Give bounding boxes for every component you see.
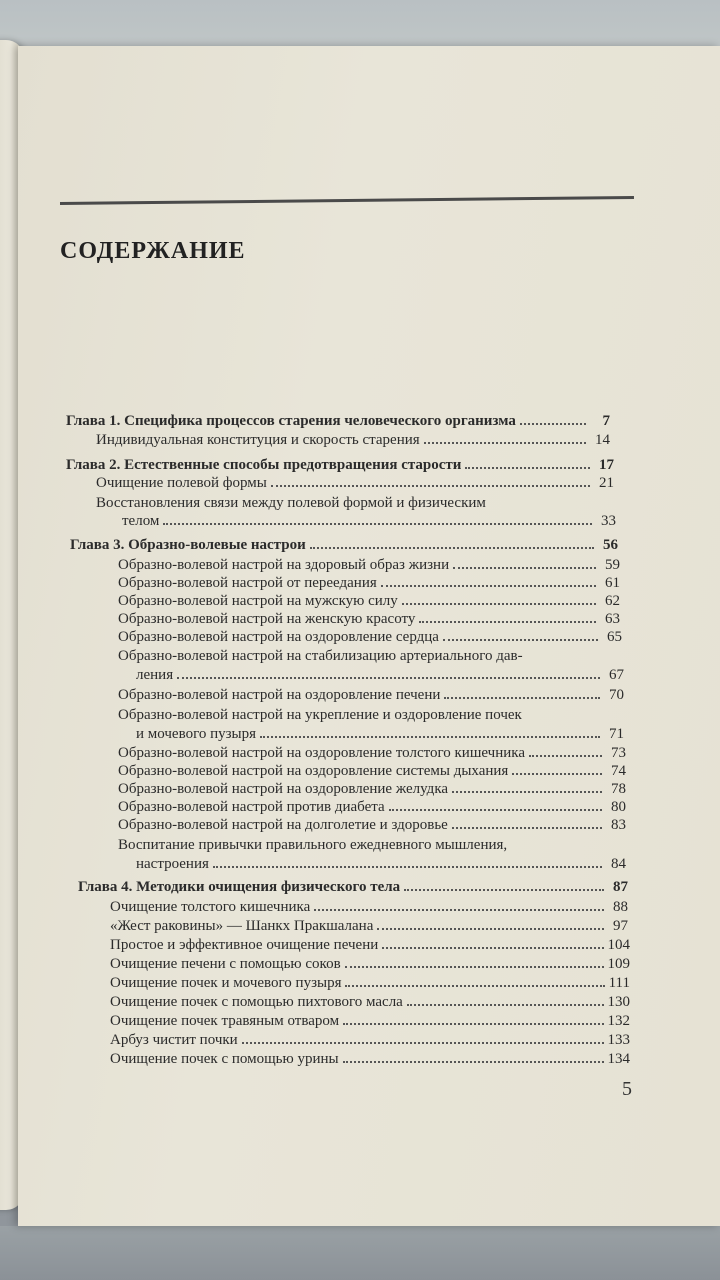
leader-dots <box>345 956 604 968</box>
leader-dots <box>343 1013 603 1025</box>
entry-title: Очищение полевой формы <box>96 475 267 491</box>
toc-entry <box>136 666 624 684</box>
toc-chapter-3 <box>70 536 618 554</box>
page-number-ref: 80 <box>611 799 626 815</box>
page-number-ref: 71 <box>609 726 624 742</box>
toc-entry <box>110 1031 630 1049</box>
entry-title: «Жест раковины» — Шанкх Пракшалана <box>110 918 374 934</box>
entry-title: Индивидуальная конституция и скорость старения <box>96 432 420 448</box>
leader-dots <box>213 856 602 868</box>
toc-entry <box>136 725 624 743</box>
toc-entry <box>118 686 624 704</box>
toc-entry <box>118 628 622 646</box>
chapter-title: Глава 4. Методики очищения физического тела <box>78 879 401 895</box>
toc-entry <box>118 556 620 574</box>
toc-heading: СОДЕРЖАНИЕ <box>60 238 246 264</box>
leader-dots <box>512 763 602 775</box>
entry-title: Образно-волевой настрой на оздоровление толстого кишечника <box>118 745 525 761</box>
page-number: 5 <box>622 1078 632 1100</box>
background-surface <box>0 1226 720 1280</box>
page-number-ref: 73 <box>611 745 626 761</box>
leader-dots <box>452 781 602 793</box>
entry-title: Образно-волевой настрой против диабета <box>118 799 385 815</box>
entry-title: Очищение печени с помощью соков <box>110 956 341 972</box>
leader-dots <box>242 1032 604 1044</box>
entry-title: Образно-волевой настрой на оздоровление системы дыхания <box>118 763 509 779</box>
toc-chapter-4 <box>78 878 628 896</box>
leader-dots <box>177 667 600 679</box>
entry-continuation: ления <box>136 667 174 683</box>
page-number-ref: 14 <box>595 432 610 448</box>
chapter-title: Глава 1. Специфика процессов старения человеческого организма <box>66 413 516 429</box>
page-number-ref: 7 <box>602 413 610 429</box>
entry-title: Образно-волевой настрой на оздоровление желудка <box>118 781 449 797</box>
toc-entry-line1: Восстановления связи между полевой формой и физическим <box>96 495 486 511</box>
toc-entry <box>118 592 620 610</box>
entry-title: Образно-волевой настрой на мужскую силу <box>118 593 398 609</box>
entry-title: Арбуз чистит почки <box>110 1032 238 1048</box>
page-number-ref: 88 <box>613 899 628 915</box>
page-number-ref: 62 <box>605 593 620 609</box>
leader-dots <box>389 799 602 811</box>
leader-dots <box>310 537 594 549</box>
page-number-ref: 67 <box>609 667 624 683</box>
header-rule <box>60 196 634 205</box>
page-number-ref: 109 <box>607 956 630 972</box>
page-number-ref: 132 <box>607 1013 630 1029</box>
toc-entry <box>110 955 630 973</box>
chapter-title: Глава 3. Образно-волевые настрои <box>70 537 306 553</box>
entry-title: Очищение почек с помощью урины <box>110 1051 339 1067</box>
page-number-ref: 84 <box>611 856 626 872</box>
toc-entry <box>110 1050 630 1068</box>
toc-entry <box>118 744 626 762</box>
page-number-ref: 74 <box>611 763 626 779</box>
page-number-ref: 17 <box>599 457 614 473</box>
toc-entry <box>110 917 628 935</box>
page-number-ref: 70 <box>609 687 624 703</box>
leader-dots <box>404 879 604 891</box>
toc-chapter-1 <box>66 412 610 430</box>
toc-entry <box>136 855 626 873</box>
toc-entry <box>122 512 616 530</box>
toc-entry-line1: Образно-волевой настрой на стабилизацию артериального дав- <box>118 648 523 664</box>
leader-dots <box>444 687 600 699</box>
page-number-ref: 59 <box>605 557 620 573</box>
page-number-ref: 97 <box>613 918 628 934</box>
toc-chapter-2 <box>66 456 614 474</box>
page-number-ref: 83 <box>611 817 626 833</box>
leader-dots <box>163 513 592 525</box>
entry-title: Образно-волевой настрой на оздоровление сердца <box>118 629 439 645</box>
toc-entry <box>110 974 630 992</box>
leader-dots <box>407 994 604 1006</box>
leader-dots <box>419 611 596 623</box>
page-number-ref: 111 <box>608 975 630 991</box>
entry-title: Очищение почек с помощью пихтового масла <box>110 994 403 1010</box>
entry-continuation: настроения <box>136 856 209 872</box>
toc-entry-line1: Образно-волевой настрой на укрепление и оздоровление почек <box>118 707 522 723</box>
page-number-ref: 61 <box>605 575 620 591</box>
chapter-title: Глава 2. Естественные способы предотвращения старости <box>66 457 462 473</box>
page-number-ref: 65 <box>607 629 622 645</box>
toc-entry <box>96 431 610 449</box>
leader-dots <box>452 817 602 829</box>
leader-dots <box>377 918 604 930</box>
leader-dots <box>402 593 596 605</box>
page-number-ref: 133 <box>607 1032 630 1048</box>
entry-title: Образно-волевой настрой от переедания <box>118 575 377 591</box>
page-number-ref: 134 <box>607 1051 630 1067</box>
book-page <box>18 46 720 1226</box>
toc-entry <box>110 936 630 954</box>
leader-dots <box>465 457 590 469</box>
page-number-ref: 21 <box>599 475 614 491</box>
page-number-ref: 56 <box>603 537 618 553</box>
leader-dots <box>314 899 604 911</box>
page-number-ref: 130 <box>607 994 630 1010</box>
leader-dots <box>443 629 598 641</box>
toc-entry <box>118 610 620 628</box>
leader-dots <box>271 475 590 487</box>
entry-continuation: телом <box>122 513 160 529</box>
page-number-ref: 63 <box>605 611 620 627</box>
page-number-ref: 33 <box>601 513 616 529</box>
leader-dots <box>381 575 596 587</box>
leader-dots <box>520 413 586 425</box>
toc-entry <box>96 474 614 492</box>
toc-entry <box>110 898 628 916</box>
entry-title: Образно-волевой настрой на долголетие и здоровье <box>118 817 448 833</box>
toc-entry <box>118 574 620 592</box>
leader-dots <box>382 937 603 949</box>
entry-title: Очищение почек и мочевого пузыря <box>110 975 342 991</box>
entry-title: Образно-волевой настрой на оздоровление печени <box>118 687 441 703</box>
leader-dots <box>343 1051 604 1063</box>
entry-title: Образно-волевой настрой на здоровый образ жизни <box>118 557 450 573</box>
leader-dots <box>453 557 596 569</box>
entry-title: Очищение толстого кишечника <box>110 899 311 915</box>
toc-entry <box>110 1012 630 1030</box>
page-number-ref: 78 <box>611 781 626 797</box>
entry-title: Простое и эффективное очищение печени <box>110 937 379 953</box>
leader-dots <box>529 745 602 757</box>
entry-title: Очищение почек травяным отваром <box>110 1013 340 1029</box>
toc-entry <box>118 780 626 798</box>
toc-entry <box>118 816 626 834</box>
leader-dots <box>260 726 600 738</box>
entry-title: Образно-волевой настрой на женскую красоту <box>118 611 416 627</box>
leader-dots <box>345 975 604 987</box>
entry-continuation: и мочевого пузыря <box>136 726 257 742</box>
leader-dots <box>424 432 586 444</box>
toc-entry <box>110 993 630 1011</box>
page-number-ref: 87 <box>613 879 628 895</box>
toc-entry <box>118 798 626 816</box>
toc-entry <box>118 762 626 780</box>
page-number-ref: 104 <box>607 937 630 953</box>
toc-entry-line1: Воспитание привычки правильного ежедневного мышления, <box>118 837 508 853</box>
